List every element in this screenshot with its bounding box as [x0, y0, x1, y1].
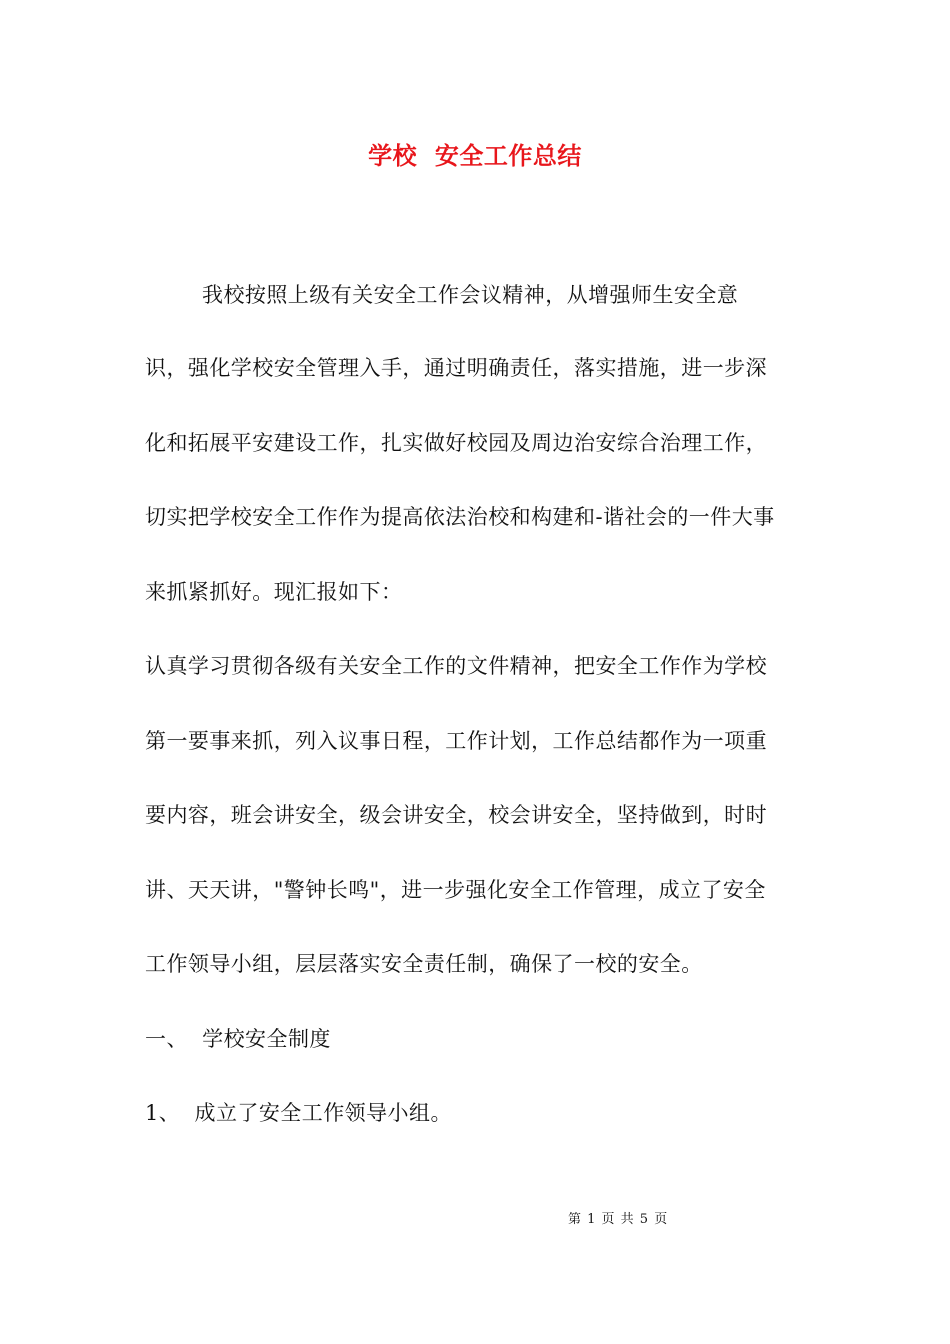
body-line: 切实把学校安全工作作为提高依法治校和构建和-谐社会的一件大事 — [145, 505, 775, 529]
section-heading: 一、 学校安全制度 — [145, 1027, 331, 1051]
list-item: 1、 成立了安全工作领导小组。 — [145, 1101, 452, 1125]
body-line: 识，强化学校安全管理入手，通过明确责任，落实措施，进一步深 — [145, 356, 768, 380]
body-line: 工作领导小组，层层落实安全责任制，确保了一校的安全。 — [145, 952, 703, 976]
body-line: 讲、天天讲，"警钟长鸣"，进一步强化安全工作管理，成立了安全 — [145, 878, 766, 902]
body-line: 来抓紧抓好。现汇报如下： — [145, 580, 403, 604]
body-line: 第一要事来抓，列入议事日程，工作计划，工作总结都作为一项重 — [145, 729, 768, 753]
page-number-footer: 第 1 页 共 5 页 — [568, 1212, 669, 1227]
body-line: 化和拓展平安建设工作，扎实做好校园及周边治安综合治理工作， — [145, 431, 768, 455]
document-title: 学校 安全工作总结 — [368, 142, 582, 170]
body-line: 认真学习贯彻各级有关安全工作的文件精神，把安全工作作为学校 — [145, 654, 768, 678]
body-line: 要内容，班会讲安全，级会讲安全，校会讲安全，坚持做到，时时 — [145, 803, 768, 827]
body-line: 我校按照上级有关安全工作会议精神，从增强师生安全意 — [145, 283, 739, 307]
